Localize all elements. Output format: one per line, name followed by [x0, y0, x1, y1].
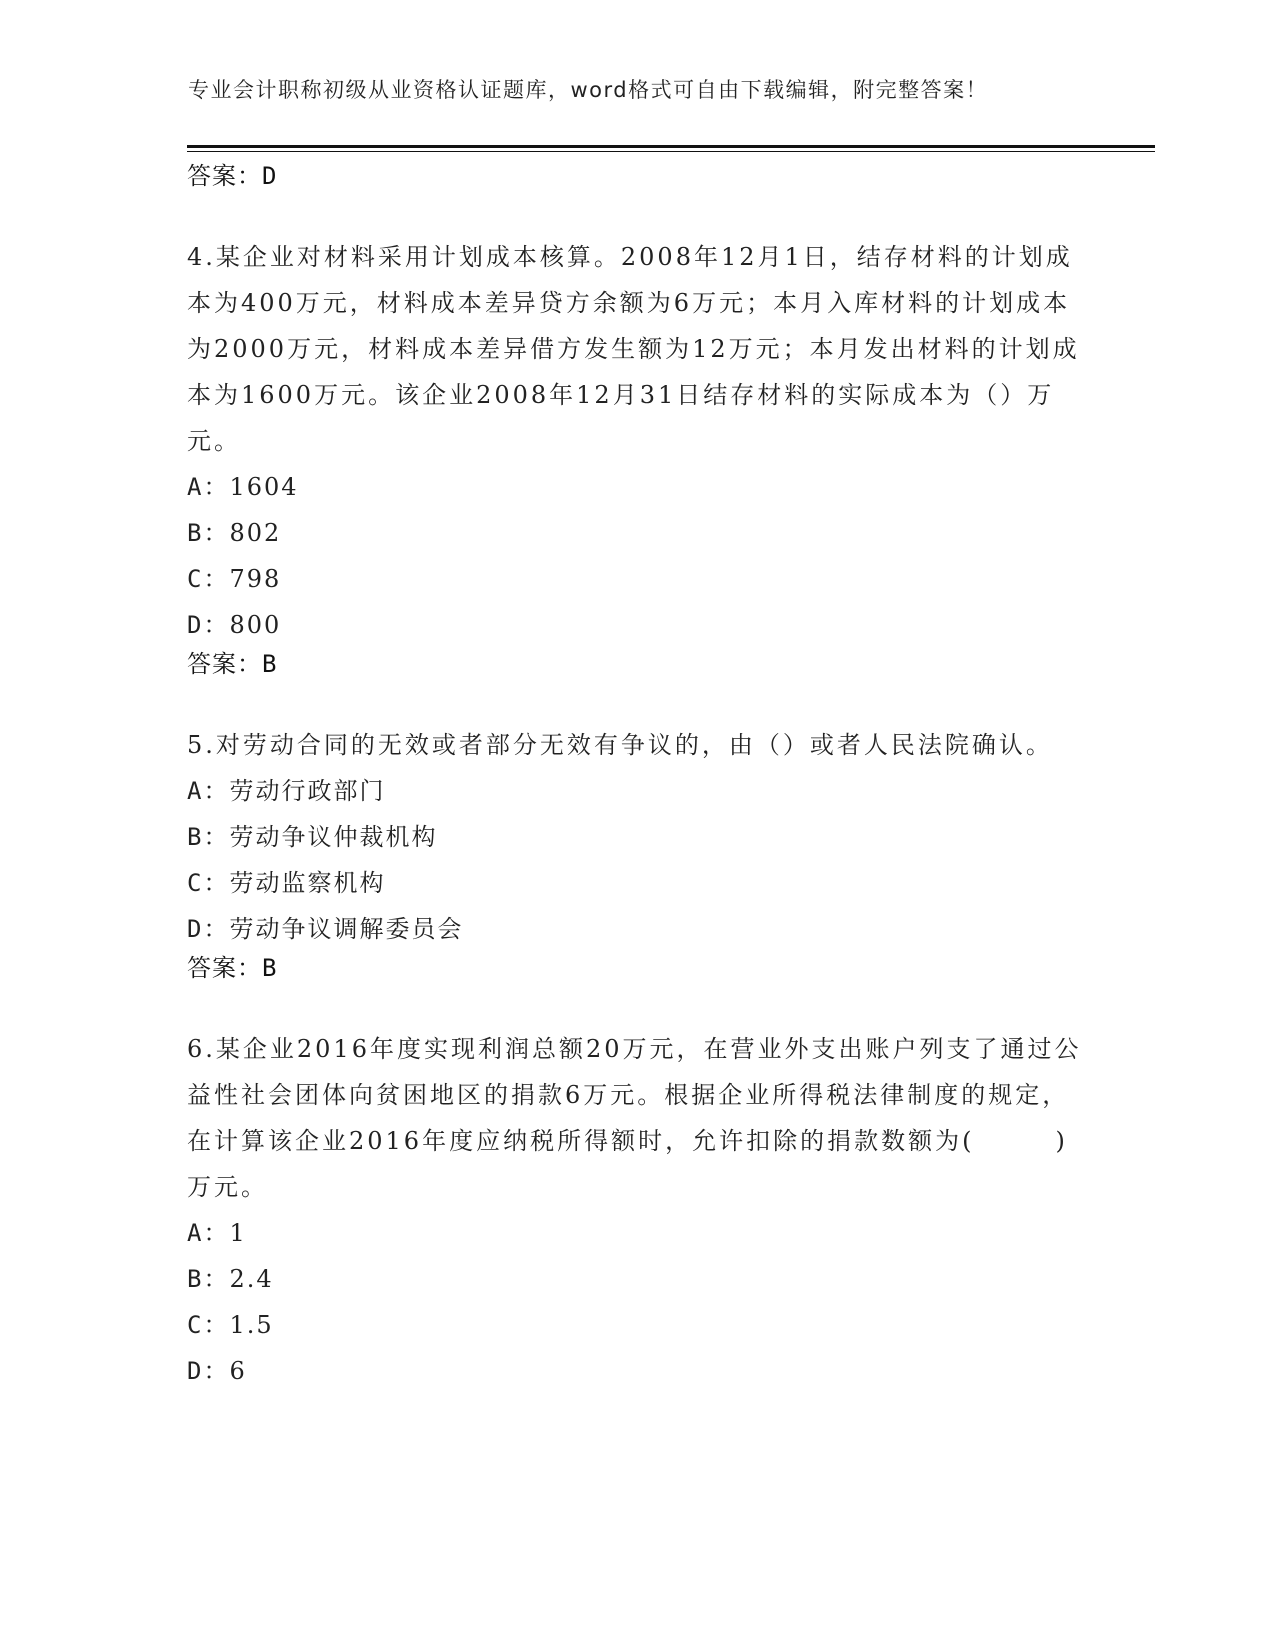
answer-label: 答案： — [187, 954, 262, 982]
option-text: 1 — [229, 1219, 247, 1247]
option-key: C： — [187, 565, 230, 593]
option-b — [187, 510, 1087, 556]
option-text: 劳动争议调解委员会 — [229, 915, 464, 943]
option-b — [187, 814, 1087, 860]
option-text: 1604 — [229, 473, 299, 501]
option-key: B： — [187, 519, 230, 547]
option-text: 劳动监察机构 — [229, 869, 386, 897]
question-item — [187, 234, 1087, 694]
answer-value: B — [262, 650, 278, 678]
option-d — [187, 602, 1087, 648]
option-key: B： — [187, 823, 230, 851]
option-text: 6 — [229, 1357, 247, 1385]
option-b — [187, 1256, 1087, 1302]
option-text: 2.4 — [229, 1265, 274, 1293]
option-text: 劳动争议仲裁机构 — [229, 823, 438, 851]
option-text: 劳动行政部门 — [229, 777, 386, 805]
option-key: D： — [187, 1357, 230, 1385]
option-key: A： — [187, 1219, 230, 1247]
option-key: A： — [187, 473, 230, 501]
answer-line — [187, 648, 1087, 694]
answer-label: 答案： — [187, 162, 262, 190]
option-key: A： — [187, 777, 230, 805]
option-d — [187, 1348, 1087, 1394]
question-stem: 5.对劳动合同的无效或者部分无效有争议的，由（）或者人民法院确认。 — [187, 731, 1053, 759]
option-key: C： — [187, 1311, 230, 1339]
question-item — [187, 1026, 1087, 1394]
option-c — [187, 860, 1087, 906]
option-text: 1.5 — [229, 1311, 274, 1339]
option-text: 798 — [229, 565, 282, 593]
option-a — [187, 464, 1087, 510]
page-header: 专业会计职称初级从业资格认证题库，word格式可自由下载编辑，附完整答案！ — [188, 78, 989, 102]
option-c — [187, 1302, 1087, 1348]
option-key: B： — [187, 1265, 230, 1293]
answer-value: B — [262, 954, 278, 982]
option-key: D： — [187, 915, 230, 943]
option-a — [187, 768, 1087, 814]
option-text: 802 — [229, 519, 282, 547]
answer-line — [187, 952, 1087, 998]
option-c — [187, 556, 1087, 602]
header-divider-thin — [187, 151, 1155, 152]
header-divider-thick — [187, 145, 1155, 148]
question-stem: 4.某企业对材料采用计划成本核算。2008年12月1日，结存材料的计划成本为400万元，材料成本差异贷方余额为6万元；本月入库材料的计划成本为2000万元，材料成本差异借方发生额为12万元；本月发出材料的计划成本为1600万元。该企业2008年12月31日结存材料的实际成本为（）万元。 — [187, 243, 1080, 455]
option-a — [187, 1210, 1087, 1256]
answer-label: 答案： — [187, 650, 262, 678]
option-d — [187, 906, 1087, 952]
question-stem: 6.某企业2016年度实现利润总额20万元，在营业外支出账户列支了通过公益性社会团体向贫困地区的捐款6万元。根据企业所得税法律制度的规定，在计算该企业2016年度应纳税所得额时，允许扣除的捐款数额为( )万元。 — [187, 1035, 1082, 1201]
option-text: 800 — [229, 611, 282, 639]
document-body — [187, 160, 1087, 1394]
option-key: C： — [187, 869, 230, 897]
answer-line — [187, 160, 1087, 206]
answer-value: D — [262, 162, 278, 190]
option-key: D： — [187, 611, 230, 639]
question-item — [187, 722, 1087, 998]
